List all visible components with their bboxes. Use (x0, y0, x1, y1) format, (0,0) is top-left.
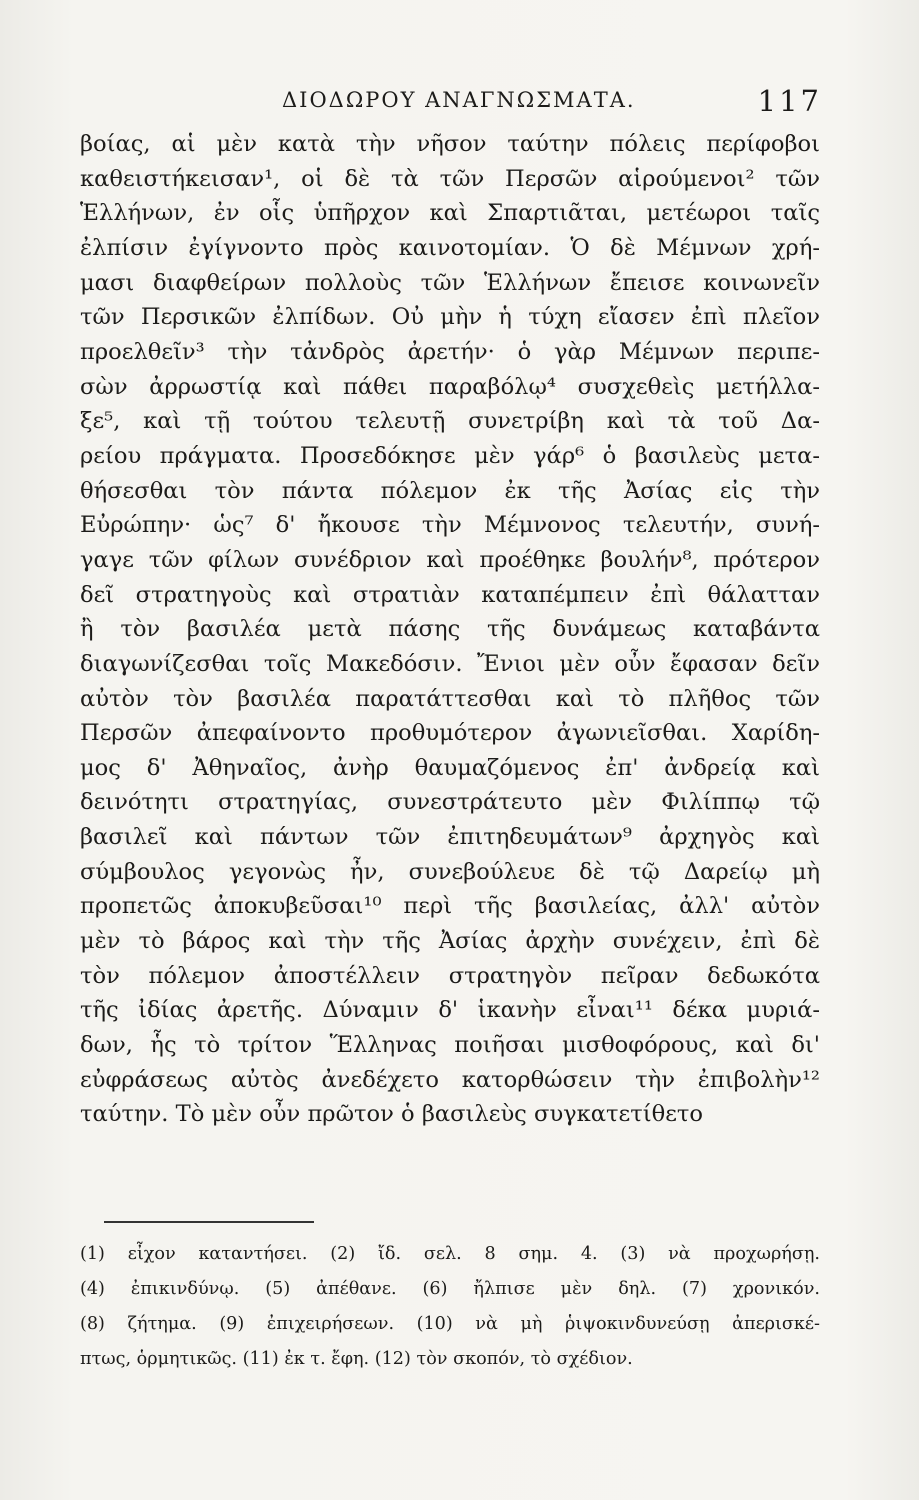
footnote-line: (4) ἐπικινδύνῳ. (5) ἀπέθανε. (6) ἤλπισε μὲν δηλ. (7) χρονικόν. (80, 1279, 820, 1299)
text-line: ρείου πράγματα. Προσεδόκησε μὲν γάρ⁶ ὁ βασιλεὺς μετα- (80, 442, 820, 469)
footnote-divider (104, 1221, 314, 1223)
text-line: τὸν πόλεμον ἀποστέλλειν στρατηγὸν πεῖραν δεδωκότα (80, 962, 820, 989)
text-line: ἐλπίσιν ἐγίγνοντο πρὸς καινοτομίαν. Ὁ δὲ Μέμνων χρή- (80, 234, 820, 261)
text-line: γαγε τῶν φίλων συνέδριον καὶ προέθηκε βουλήν⁸, πρότερον (80, 546, 820, 573)
text-line: προπετῶς ἀποκυβεῦσαι¹⁰ περὶ τῆς βασιλείας, ἀλλ' αὐτὸν (80, 893, 820, 920)
text-line: δεῖ στρατηγοὺς καὶ στρατιὰν καταπέμπειν ἐπὶ θάλατταν (80, 581, 820, 608)
text-line: σύμβουλος γεγονὼς ἦν, συνεβούλευε δὲ τῷ Δαρείῳ μὴ (80, 858, 820, 885)
text-line: αὐτὸν τὸν βασιλέα παρατάττεσθαι καὶ τὸ πλῆθος τῶν (80, 685, 820, 712)
footnote-line: πτως, ὁρμητικῶς. (11) ἐκ τ. ἔφη. (12) τὸν σκοπόν, τὸ σχέδιον. (80, 1349, 633, 1369)
text-line: Εὐρώπην· ὡς⁷ δ' ἤκουσε τὴν Μέμνονος τελευτήν, συνή- (80, 512, 820, 539)
text-line: τῆς ἰδίας ἀρετῆς. Δύναμιν δ' ἱκανὴν εἶναι¹¹ δέκα μυριά- (80, 997, 820, 1024)
text-line: δων, ἧς τὸ τρίτον Ἕλληνας ποιῆσαι μισθοφόρους, καὶ δι' (80, 1032, 820, 1059)
text-line: εὐφράσεως αὐτὸς ἀνεδέχετο κατορθώσειν τὴν ἐπιβολὴν¹² (80, 1066, 820, 1093)
footnote-line: (8) ζήτημα. (9) ἐπιχειρήσεων. (10) νὰ μὴ ῥιψοκινδυνεύσῃ ἀπερισκέ- (80, 1314, 820, 1334)
text-line: δεινότητι στρατηγίας, συνεστράτευτο μὲν Φιλίππῳ τῷ (80, 789, 820, 816)
text-line: μος δ' Ἀθηναῖος, ἀνὴρ θαυμαζόμενος ἐπ' ἀνδρείᾳ καὶ (80, 754, 820, 781)
page-number: 117 (757, 84, 822, 118)
text-line: βοίας, αἱ μὲν κατὰ τὴν νῆσον ταύτην πόλεις περίφοβοι (80, 131, 820, 157)
text-line: ἢ τὸν βασιλέα μετὰ πάσης τῆς δυνάμεως καταβάντα (80, 616, 820, 643)
text-line: Περσῶν ἀπεφαίνοντο προθυμότερον ἀγωνιεῖσθαι. Χαρίδη- (80, 720, 820, 747)
text-line: ξε⁵, καὶ τῇ τούτου τελευτῇ συνετρίβη καὶ τὰ τοῦ Δα- (80, 408, 820, 435)
text-line: τῶν Περσικῶν ἐλπίδων. Οὐ μὴν ἡ τύχη εἴασεν ἐπὶ πλεῖον (80, 304, 820, 331)
footnote-line: (1) εἶχον καταντήσει. (2) ἴδ. σελ. 8 σημ. 4. (3) νὰ προχωρήσῃ. (80, 1244, 820, 1264)
text-line: σὼν ἀρρωστίᾳ καὶ πάθει παραβόλῳ⁴ συσχεθεὶς μετήλλα- (80, 373, 820, 400)
text-line: Ἑλλήνων, ἐν οἷς ὑπῆρχον καὶ Σπαρτιᾶται, μετέωροι ταῖς (80, 200, 820, 227)
running-title: ΔΙΟΔΩΡΟΥ ΑΝΑΓΝΩΣΜΑΤΑ. (282, 88, 636, 112)
text-line: καθειστήκεισαν¹, οἱ δὲ τὰ τῶν Περσῶν αἱρούμενοι² τῶν (80, 165, 820, 192)
page-header (82, 84, 822, 124)
text-line: μὲν τὸ βάρος καὶ τὴν τῆς Ἀσίας ἀρχὴν συνέχειν, ἐπὶ δὲ (80, 928, 820, 955)
text-line: προελθεῖν³ τὴν τἀνδρὸς ἀρετήν· ὁ γὰρ Μέμνων περιπε- (80, 338, 820, 365)
text-line: θήσεσθαι τὸν πάντα πόλεμον ἐκ τῆς Ἀσίας εἰς τὴν (80, 477, 820, 504)
text-line: διαγωνίζεσθαι τοῖς Μακεδόσιν. Ἔνιοι μὲν οὖν ἔφασαν δεῖν (80, 650, 820, 677)
text-line: ταύτην. Τὸ μὲν οὖν πρῶτον ὁ βασιλεὺς συγκατετίθετο (80, 1101, 704, 1128)
footnotes (80, 1237, 820, 1377)
main-text (80, 127, 820, 1132)
text-line: βασιλεῖ καὶ πάντων τῶν ἐπιτηδευμάτων⁹ ἀρχηγὸς καὶ (80, 824, 820, 851)
text-line: μασι διαφθείρων πολλοὺς τῶν Ἑλλήνων ἔπεισε κοινωνεῖν (80, 269, 820, 296)
